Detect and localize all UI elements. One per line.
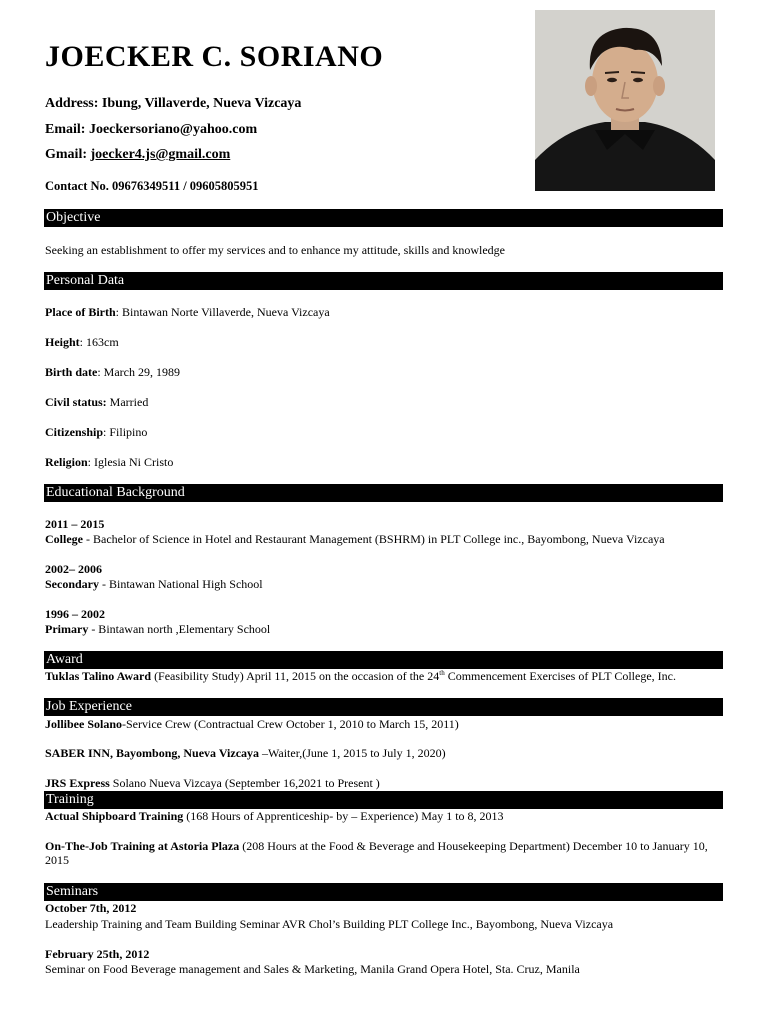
civil-status (45, 395, 148, 409)
seminar-detail: Leadership Training and Team Building Seminar AVR Chol’s Building PLT College Inc., Bayombong, Nueva Vizcaya (45, 917, 614, 931)
job-entry: SABER INN, Bayombong, Nueva Vizcaya –Waiter,(June 1, 2015 to July 1, 2020) (45, 746, 446, 760)
citizenship-label: Citizenship (45, 425, 104, 439)
seminar-detail: Seminar on Food Beverage management and Sales & Marketing, Manila Grand Opera Hotel, Sta. Cruz, Manila (45, 962, 580, 976)
height (45, 335, 119, 349)
section-objective: Objective (44, 209, 723, 227)
training-entry: Actual Shipboard Training (168 Hours of Apprenticeship- by – Experience) May 1 to 8, 2013 (45, 809, 504, 823)
applicant-name: JOECKER C. SORIANO (45, 40, 384, 73)
citizenship (45, 425, 147, 439)
seminar-date: October 7th, 2012 (45, 901, 137, 915)
education-entry: Secondary - Bintawan National High School (45, 577, 263, 591)
religion-label: Religion (45, 455, 88, 469)
religion-value: : Iglesia Ni Cristo (87, 455, 174, 469)
address-line: Address: Ibung, Villaverde, Nueva Vizcaya (45, 96, 302, 111)
section-job-experience: Job Experience (44, 698, 723, 716)
seminar-date: February 25th, 2012 (45, 947, 150, 961)
award-entry: Tuklas Talino Award (Feasibility Study) April 11, 2015 on the occasion of the 24th Commencement Exercises of PLT College, Inc. (45, 669, 676, 683)
award-title: Tuklas Talino Award (45, 669, 152, 683)
education-years: 1996 – 2002 (45, 607, 105, 621)
civil-status-value: Married (106, 395, 149, 409)
job-entry: JRS Express Solano Nueva Vizcaya (September 16,2021 to Present ) (45, 776, 380, 790)
height-value: : 163cm (79, 335, 119, 349)
section-training: Training (44, 791, 723, 809)
gmail-label: Gmail: (45, 147, 91, 162)
section-seminars: Seminars (44, 883, 723, 901)
height-label: Height (45, 335, 80, 349)
civil-status-label: Civil status: (45, 395, 107, 409)
place-of-birth (45, 305, 330, 319)
job-entry: Jollibee Solano-Service Crew (Contractual Crew October 1, 2010 to March 15, 2011) (45, 717, 459, 731)
birth-date-value: : March 29, 1989 (97, 365, 180, 379)
email-line: Email: Joeckersoriano@yahoo.com (45, 122, 258, 137)
gmail-link[interactable]: joecker4.js@gmail.com (90, 147, 231, 162)
profile-photo (535, 10, 715, 191)
birth-date-label: Birth date (45, 365, 98, 379)
section-award: Award (44, 651, 723, 669)
education-entry: Primary - Bintawan north ,Elementary School (45, 622, 271, 636)
contact-line: Contact No. 09676349511 / 09605805951 (45, 179, 259, 193)
training-entry: On-The-Job Training at Astoria Plaza (208 Hours at the Food & Beverage and Housekeeping Department) December 10 to January 10, 2015 (45, 839, 708, 867)
objective-text: Seeking an establishment to offer my services and to enhance my attitude, skills and knowledge (45, 243, 505, 257)
religion (45, 455, 173, 469)
education-years: 2011 – 2015 (45, 517, 105, 531)
section-personal-data: Personal Data (44, 272, 723, 290)
gmail-line (45, 147, 230, 163)
education-years: 2002– 2006 (45, 562, 102, 576)
education-entry: College - Bachelor of Science in Hotel and Restaurant Management (BSHRM) in PLT College inc., Bayombong, Nueva Vizcaya (45, 532, 665, 546)
section-education: Educational Background (44, 484, 723, 502)
place-of-birth-label: Place of Birth (45, 305, 116, 319)
birth-date (45, 365, 180, 379)
citizenship-value: : Filipino (103, 425, 148, 439)
place-of-birth-value: : Bintawan Norte Villaverde, Nueva Vizcaya (115, 305, 330, 319)
